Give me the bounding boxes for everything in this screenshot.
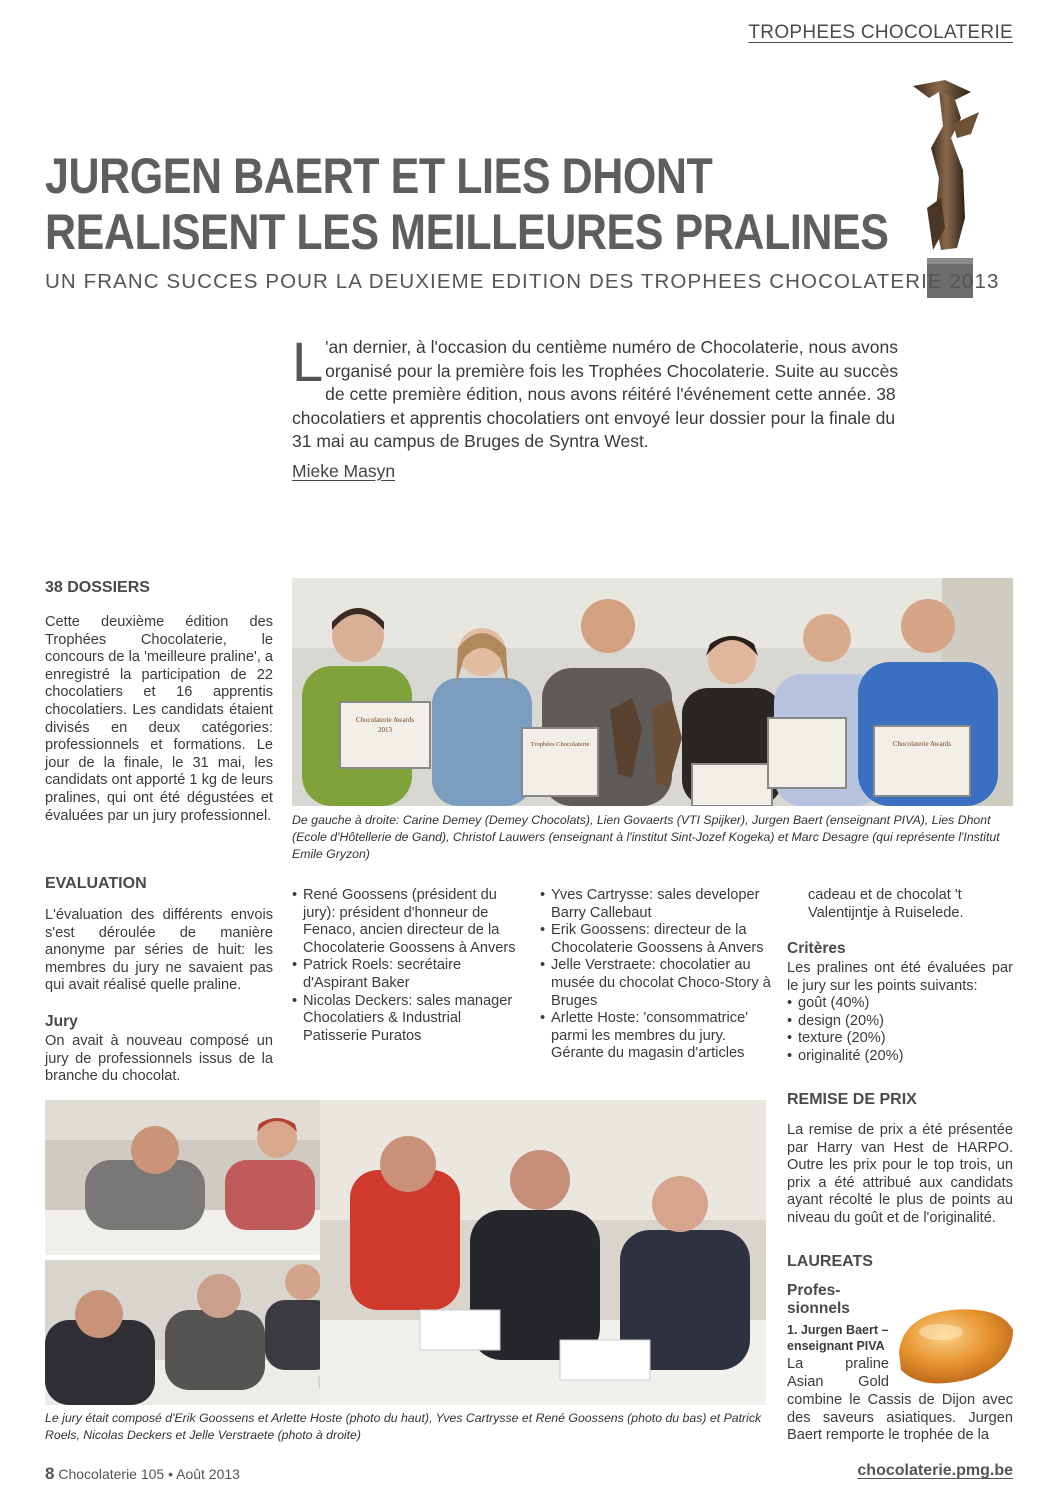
jury-list-col1 [292,887,524,1045]
jury-photo-right [320,1100,766,1405]
page-number: 8 [45,1464,55,1483]
jury-member: • Nicolas Deckers: sales manager Chocolatiers & Industrial Patisserie Puratos [292,993,524,1046]
intro-dropcap: L [292,330,324,393]
svg-text:Trophées Chocolaterie: Trophées Chocolaterie [530,741,590,748]
laureats-category: Profes- sionnels [787,1282,850,1317]
winners-photo-caption: De gauche à droite: Carine Demey (Demey Chocolats), Lien Govaerts (VTI Spijker), Jurgen Baert (enseignant PIVA), Lies Dhont (Ecole d'Hôtellerie de Gand), Christof Lauwers (enseignant à l'institut Sint-Jozef Kogeka) et Marc Desagre (qui représente l'Institut Emile Gryzon) [292,813,1000,861]
dossiers-heading: 38 DOSSIERS [45,579,150,596]
criteria-item: • texture (20%) [787,1030,1013,1048]
issue-info: Chocolaterie 105 • Août 2013 [58,1466,240,1482]
jury-photo-caption: Le jury était composé d'Erik Goossens et Arlette Hoste (photo du haut), Yves Cartrysse et René Goossens (photo du bas) et Patrick Roels, Nicolas Deckers et Jelle Verstraete (photo à droite) [45,1411,762,1442]
jury-photo-top [45,1100,320,1255]
jury-list-continuation: cadeau et de chocolat 't Valentijntje à Ruiselede. [808,887,964,921]
certificate-3 [692,764,772,806]
evaluation-text: L'évaluation des différents envois s'est déroulée de manière anonyme par séries de huit: les membres du jury ne savaient pas qui avait réalisé quelle praline. [45,907,273,994]
section-tag: TROPHEES CHOCOLATERIE [748,22,1013,43]
criteria-item: • design (20%) [787,1013,1013,1031]
svg-text:2013: 2013 [378,726,392,734]
criteria-item: • goût (40%) [787,995,1013,1013]
headline-line-2: REALISENT LES MEILLEURES PRALINES [45,204,889,260]
criteres-list [787,995,1013,1065]
certificate-4 [768,718,846,788]
intro-text: 'an dernier, à l'occasion du centième numéro de Chocolaterie, nous avons organisé pour la première fois les Trophées Chocolaterie. Suite au succès de cette première édition, nous avons réitéré l'événement cette année. 38 chocolatiers et apprentis chocolatiers ont envoyé leur dossier pour la finale du 31 mai au campus de Bruges de Syntra West. [292,337,899,451]
headline [45,148,889,260]
laureats-text-wrapped: La praline Asian Gold [787,1356,889,1390]
trophy-image [905,78,983,300]
laureats-text: combine le Cassis de Dijon avec des saveurs asiatiques. Jurgen Baert remporte le trophée de la [787,1392,1013,1444]
praline-image [893,1300,1018,1390]
laureats-heading: LAUREATS [787,1253,873,1270]
jury-member: • Patrick Roels: secrétaire d'Aspirant Baker [292,957,524,992]
jury-member: • René Goossens (président du jury): président d'honneur de Fenaco, ancien directeur de la Chocolaterie Goossens à Anvers [292,887,524,957]
criteres-heading: Critères [787,940,846,957]
author-byline: Mieke Masyn [292,461,396,481]
jury-heading: Jury [45,1013,78,1030]
subheadline: UN FRANC SUCCES POUR LA DEUXIEME EDITION DES TROPHEES CHOCOLATERIE 2013 [45,270,1000,293]
jury-member: • Erik Goossens: directeur de la Chocolaterie Goossens à Anvers [540,922,772,957]
headline-line-1: JURGEN BAERT ET LIES DHONT [45,148,713,204]
certificate-1 [340,702,430,768]
criteria-item: • originalité (20%) [787,1048,1013,1066]
intro-paragraph [292,330,912,454]
winners-photo [292,578,1013,806]
dossiers-text: Cette deuxième édition des Trophées Chocolaterie, le concours de la 'meilleure praline', a enregistré la participation de 22 chocolatiers et 16 apprentis chocolatiers. Les candidats étaient divisés en deux catégories: professionnels et formations. Le jour de la finale, le 31 mai, les candidats ont apporté 1 kg de leurs pralines, qui ont été dégustées et évaluées par un jury professionnel. [45,614,273,824]
remise-heading: REMISE DE PRIX [787,1091,917,1108]
jury-text: On avait à nouveau composé un jury de professionnels issus de la branche du chocolat. [45,1033,273,1085]
svg-text:Chocolaterie Awards: Chocolaterie Awards [355,716,415,724]
jury-member: • Jelle Verstraete: chocolatier au musée du chocolat Choco-Story à Bruges [540,957,772,1010]
certificate-2 [522,728,598,796]
criteres-text: Les pralines ont été évaluées par le jury sur les points suivants: [787,960,1013,994]
jury-member: • Yves Cartrysse: sales developer Barry Callebaut [540,887,772,922]
jury-member: • Arlette Hoste: 'consommatrice' parmi les membres du jury. Gérante du magasin d'articles [540,1010,772,1063]
footer-left [45,1464,240,1484]
remise-text: La remise de prix a été présentée par Harry van Hest de HARPO. Outre les prix pour le top trois, un prix a été attribué aux candidats ayant récolté le plus de points au niveau du goût et de l'originalité. [787,1122,1013,1226]
evaluation-heading: EVALUATION [45,875,147,892]
svg-text:Chocolaterie Awards: Chocolaterie Awards [892,740,952,748]
certificate-5 [874,726,970,796]
website-link[interactable]: chocolaterie.pmg.be [857,1462,1013,1479]
jury-list-col2 [540,887,772,1063]
laureats-winner: 1. Jurgen Baert – enseignant PIVA [787,1323,889,1353]
